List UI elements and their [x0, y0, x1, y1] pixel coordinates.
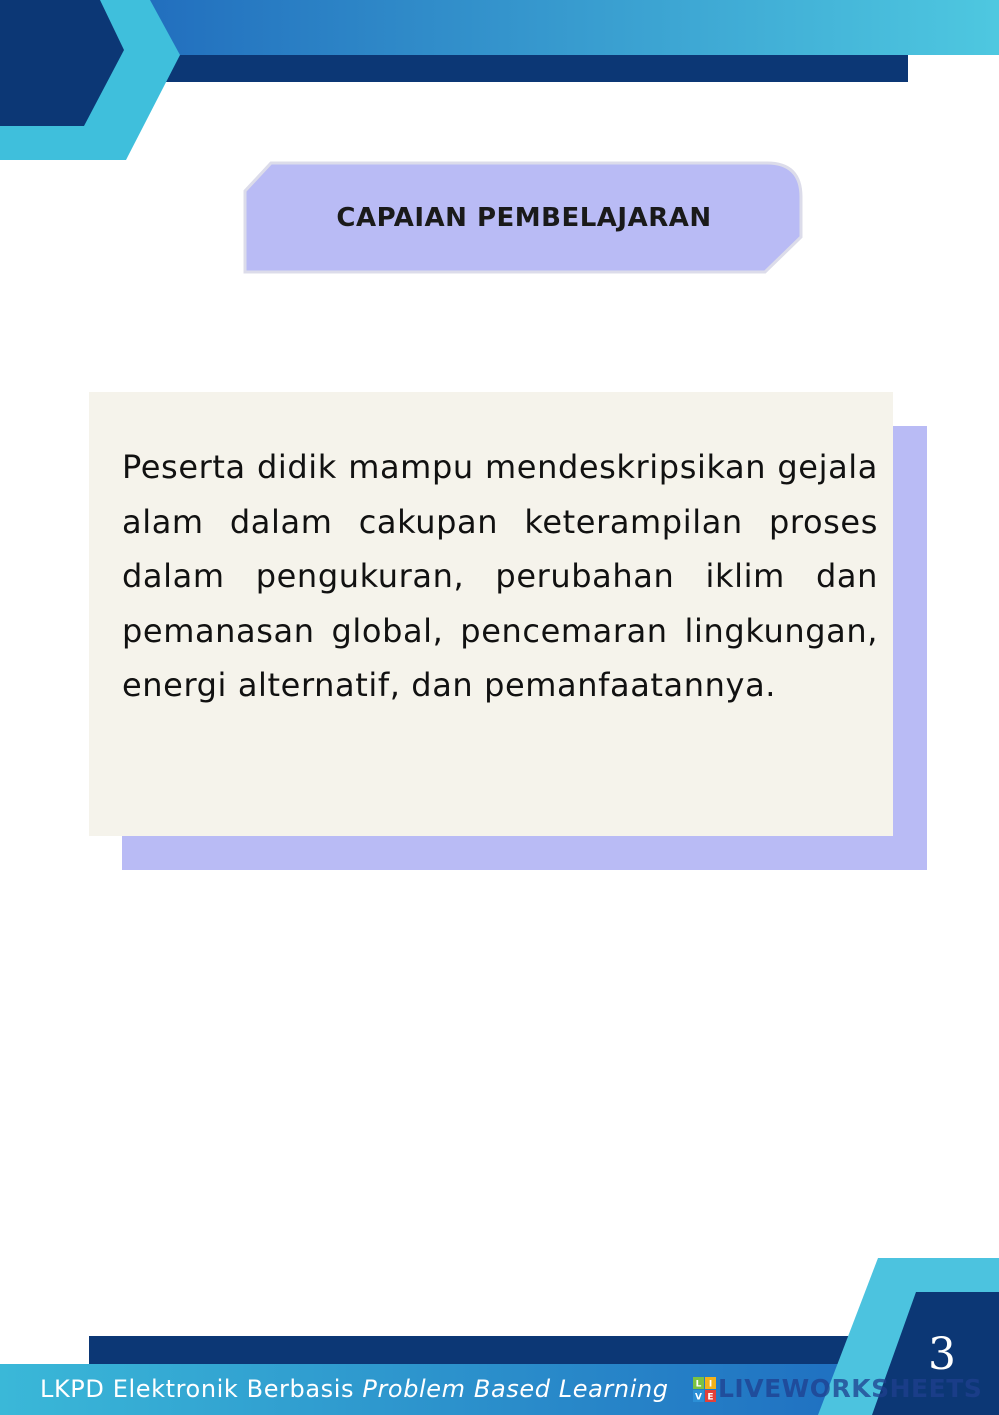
logo-letter-v: V: [695, 1392, 702, 1403]
page-title: CAPAIAN PEMBELAJARAN: [336, 202, 712, 233]
footer-emphasis: Problem Based Learning: [362, 1375, 669, 1403]
logo-letter-l: L: [695, 1379, 702, 1390]
title-badge: [243, 161, 803, 274]
liveworksheets-logo-icon: [693, 1377, 717, 1403]
content-card: [89, 392, 893, 836]
page-number: 3: [928, 1329, 956, 1380]
logo-letter-i: I: [708, 1379, 713, 1390]
footer-prefix: LKPD Elektronik Berbasis: [40, 1375, 363, 1403]
footer-text: [40, 1371, 669, 1407]
liveworksheets-watermark: LIVEWORKSHEETS: [718, 1374, 983, 1403]
learning-outcome-text: Peserta didik mampu mendeskripsikan gejala alam dalam cakupan keterampilan proses dalam pengukuran, perubahan iklim dan pemanasan global, pencemaran lingkungan, energi alternatif, dan pemanfaatannya.: [122, 448, 878, 704]
top-decoration: [0, 0, 999, 170]
logo-letter-e: E: [707, 1392, 714, 1403]
